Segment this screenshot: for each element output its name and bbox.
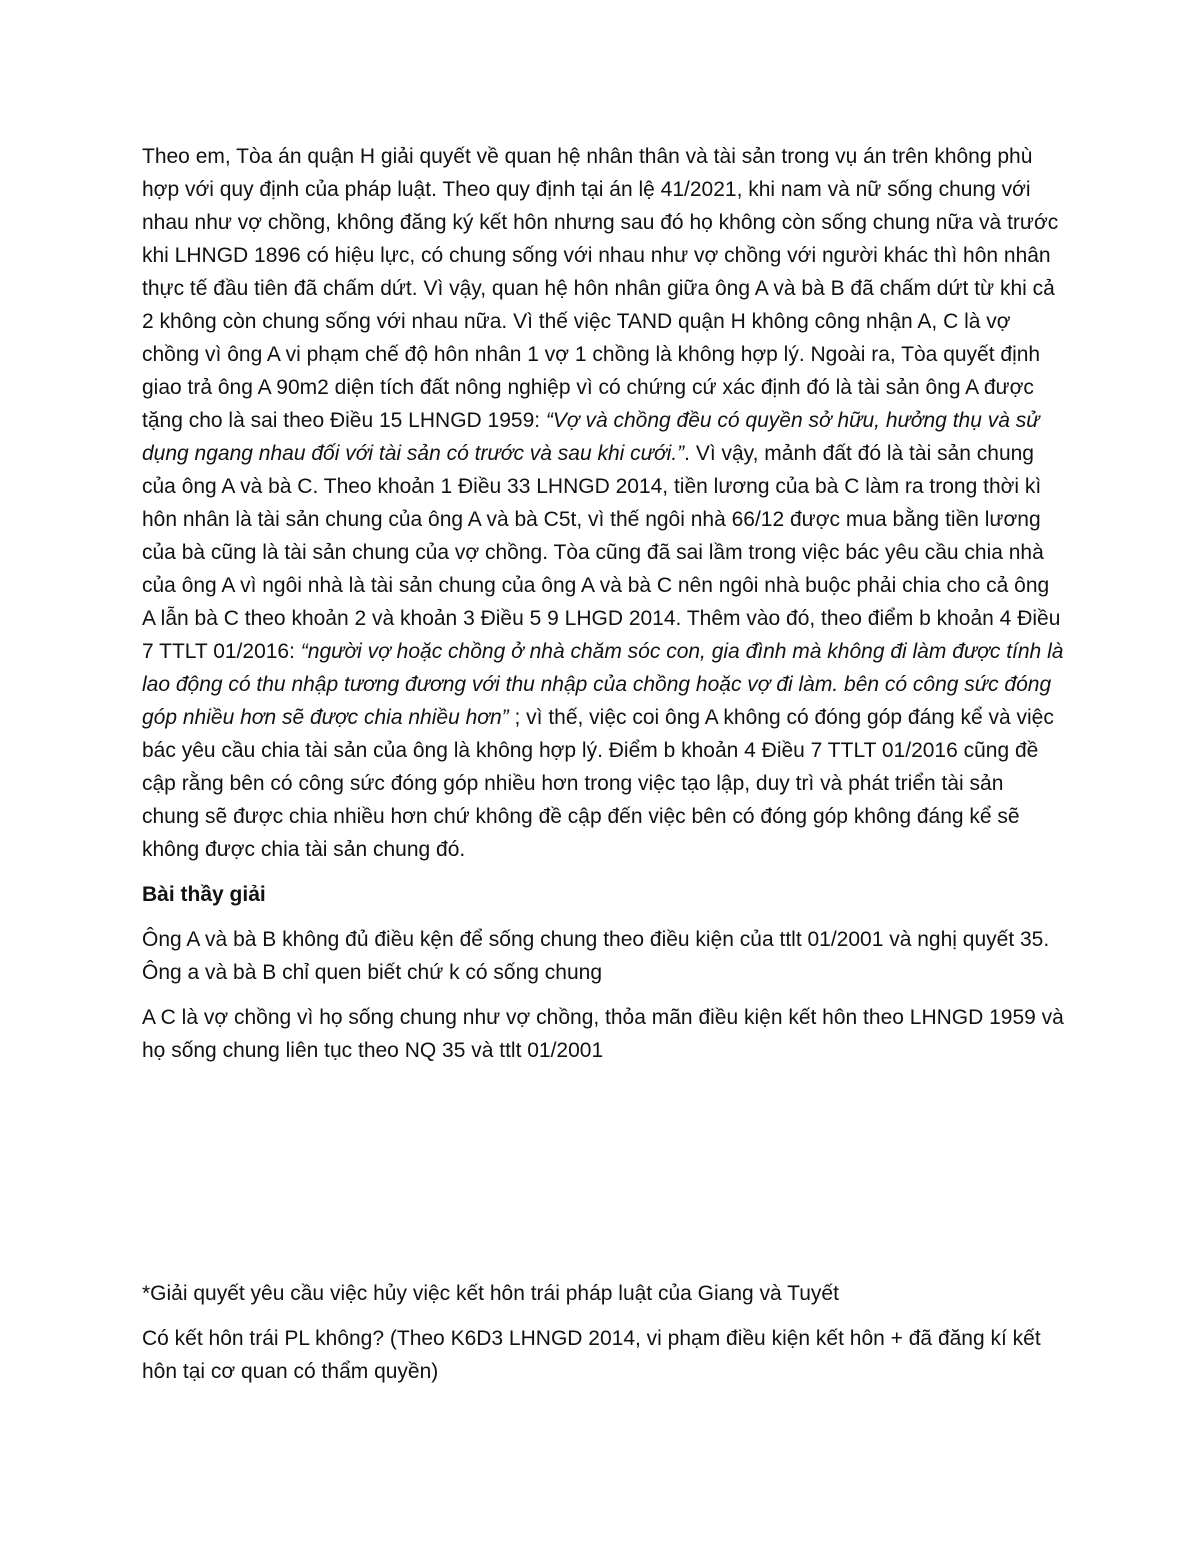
paragraph-annulment: *Giải quyết yêu cầu việc hủy việc kết hôn trái pháp luật của Giang và Tuyết — [142, 1282, 839, 1305]
quote-ttlt-01-2016: “người vợ hoặc chồng ở nhà chăm sóc con, gia đình mà không đi làm được tính là lao động có thu nhập tương đương với thu nhập của chồng hoặc vợ đi làm. bên có công sức đóng góp nhiều hơn sẽ được chia nhiều hơn” — [142, 640, 1064, 729]
paragraph-question: Có kết hôn trái PL không? (Theo K6D3 LHNGD 2014, vi phạm điều kiện kết hôn + đã đăng kí kết hôn tại cơ quan có thẩm quyền) — [142, 1327, 1041, 1383]
document-body — [142, 140, 1064, 1400]
quote-article-15: “Vợ và chồng đều có quyền sở hữu, hưởng thụ và sử dụng ngang nhau đối với tài sản có trước và sau khi cưới.” — [142, 409, 1040, 465]
paragraph-text: ; vì thế, việc coi ông A không có đóng góp đáng kể và việc bác yêu cầu chia tài sản của ông là không hợp lý. Điểm b khoản 4 Điều 7 TTLT 01/2016 cũng đề cập rằng bên có công sức đóng góp nhiều hơn trong việc tạo lập, duy trì và phát triển tài sản chung sẽ được chia nhiều hơn chứ không đề cập đến việc bên có đóng góp không đáng kể sẽ không được chia tài sản chung đó. — [142, 706, 1054, 861]
paragraph-text: . Vì vậy, mảnh đất đó là tài sản chung của ông A và bà C. Theo khoản 1 Điều 33 LHNGD 2014, tiền lương của bà C làm ra trong thời kì hôn nhân là tài sản chung của ông A và bà C5t, vì thế ngôi nhà 66/12 được mua bằng tiền lương của bà cũng là tài sản chung của vợ chồng. Tòa cũng đã sai lầm trong việc bác yêu cầu chia nhà của ông A vì ngôi nhà là tài sản chung của ông A và bà C nên ngôi nhà buộc phải chia cho cả ông A lẫn bà C theo khoản 2 và khoản 3 Điều 5 9 LHGD 2014. Thêm vào đó, theo điểm b khoản 4 Điều 7 TTLT 01/2016: — [142, 442, 1061, 663]
paragraph-a-b: Ông A và bà B không đủ điều kện để sống chung theo điều kiện của ttlt 01/2001 và nghị quyết 35. Ông a và bà B chỉ quen biết chứ k có sống chung — [142, 928, 1050, 984]
paragraph-a-c: A C là vợ chồng vì họ sống chung như vợ chồng, thỏa mãn điều kiện kết hôn theo LHNGD 1959 và họ sống chung liên tục theo NQ 35 và ttlt 01/2001 — [142, 1006, 1064, 1062]
paragraph-court-analysis — [142, 140, 1064, 866]
paragraph-text: Theo em, Tòa án quận H giải quyết về quan hệ nhân thân và tài sản trong vụ án trên không phù hợp với quy định của pháp luật. Theo quy định tại án lệ 41/2021, khi nam và nữ sống chung với nhau như vợ chồng, không đăng ký kết hôn nhưng sau đó họ không còn sống chung nữa và trước khi LHNGD 1896 có hiệu lực, có chung sống với nhau như vợ chồng với người khác thì hôn nhân thực tế đầu tiên đã chấm dứt. Vì vậy, quan hệ hôn nhân giữa ông A và bà B đã chấm dứt từ khi cả 2 không còn chung sống với nhau nữa. Vì thế việc TAND quận H không công nhận A, C là vợ chồng vì ông A vi phạm chế độ hôn nhân 1 vợ 1 chồng là không hợp lý. Ngoài ra, Tòa quyết định giao trả ông A 90m2 diện tích đất nông nghiệp vì có chứng cứ xác định đó là tài sản ông A được tặng cho là sai theo Điều 15 LHNGD 1959: — [142, 145, 1059, 432]
section-heading: Bài thầy giải — [142, 883, 266, 906]
blank-space — [142, 1079, 1064, 1277]
